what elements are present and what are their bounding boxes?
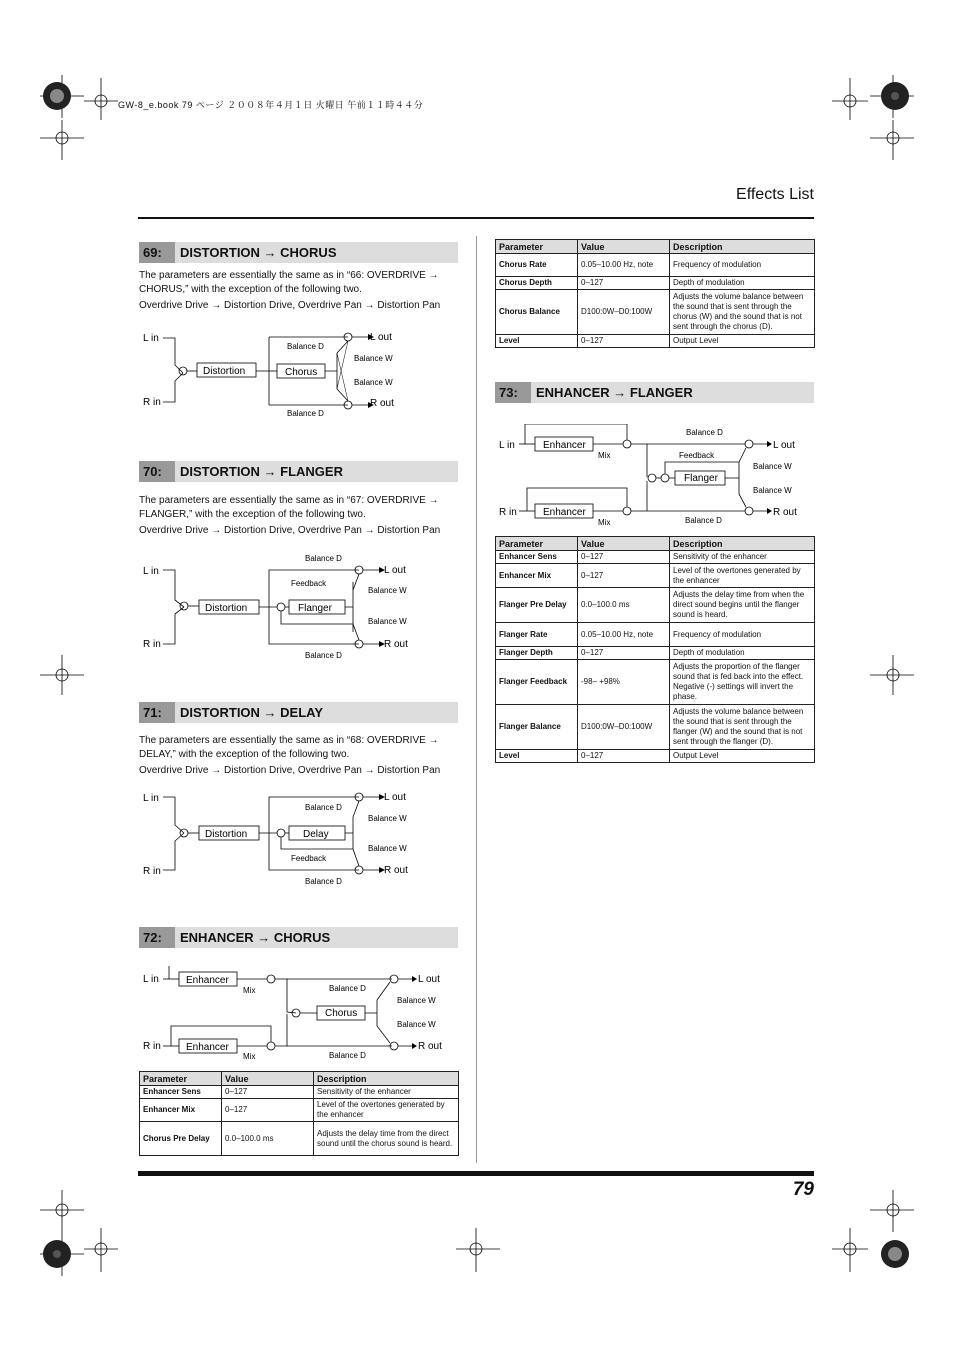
print-meta: GW-8_e.book 79 ページ ２００８年４月１日 火曜日 午前１１時４４分 <box>118 100 424 110</box>
param-value: 0–127 <box>222 1086 314 1099</box>
diagram-label: Balance W <box>354 354 393 363</box>
diagram-distortion-delay <box>139 787 459 892</box>
column-header: Value <box>222 1072 314 1086</box>
section-body: The parameters are essentially the same as in “67: OVERDRIVE → FLANGER,” with the exception of the following two. <box>139 495 439 520</box>
param-value: 0.05–10.00 Hz, note <box>578 254 670 277</box>
diagram-label: Balance D <box>686 428 723 437</box>
param-description: Frequency of modulation <box>670 623 815 647</box>
section-note: Overdrive Drive → Distortion Drive, Overdrive Pan → Distortion Pan <box>139 300 441 311</box>
param-name: Flanger Depth <box>496 647 578 660</box>
param-name: Level <box>496 335 578 348</box>
diagram-label: R out <box>370 398 394 409</box>
param-description: Adjusts the delay time from the direct sound until the chorus sound is heard. <box>314 1122 459 1156</box>
param-name: Flanger Balance <box>496 705 578 750</box>
diagram-label: Balance D <box>329 1051 366 1060</box>
section-note: Overdrive Drive → Distortion Drive, Overdrive Pan → Distortion Pan <box>139 525 441 536</box>
section-number: 72: <box>139 927 175 948</box>
table-row <box>496 564 815 588</box>
param-name: Enhancer Sens <box>496 551 578 564</box>
diagram-label: L in <box>499 440 515 451</box>
diagram-label: Balance W <box>397 1020 436 1029</box>
diagram-label: Delay <box>303 829 329 840</box>
section-number: 71: <box>139 702 175 723</box>
diagram-label: Balance D <box>305 554 342 563</box>
diagram-label: R out <box>384 865 408 876</box>
diagram-label: Balance D <box>305 651 342 660</box>
diagram-label: Balance D <box>305 877 342 886</box>
diagram-label: L out <box>384 565 406 576</box>
diagram-label: Distortion <box>205 603 248 614</box>
param-value: 0–127 <box>578 551 670 564</box>
param-description: Depth of modulation <box>670 647 815 660</box>
parameter-table-72 <box>139 1071 459 1156</box>
column-header: Description <box>670 240 815 254</box>
table-row <box>496 290 815 335</box>
diagram-label: L out <box>384 792 406 803</box>
diagram-label: R in <box>499 507 517 518</box>
table-row <box>496 254 815 277</box>
param-value: 0–127 <box>578 277 670 290</box>
param-value: 0.0–100.0 ms <box>578 588 670 623</box>
diagram-label: Balance W <box>753 486 792 495</box>
diagram-label: Feedback <box>291 579 327 588</box>
table-row <box>496 647 815 660</box>
section-number: 69: <box>139 242 175 263</box>
param-description: Output Level <box>670 750 815 763</box>
param-name: Level <box>496 750 578 763</box>
diagram-label: R in <box>143 1041 161 1052</box>
table-row <box>496 588 815 623</box>
diagram-label: R in <box>143 866 161 877</box>
param-value: 0–127 <box>222 1099 314 1122</box>
diagram-label: L in <box>143 333 159 344</box>
param-description: Level of the overtones generated by the enhancer <box>314 1099 459 1122</box>
diagram-label: Balance W <box>368 586 407 595</box>
page-title: Effects List <box>736 186 814 203</box>
param-description: Adjusts the volume balance between the sound that is sent through the chorus (W) and the sound that is not sent through the chorus (D). <box>670 290 815 335</box>
diagram-label: R out <box>384 639 408 650</box>
section-heading-73 <box>495 382 814 403</box>
diagram-label: Feedback <box>679 451 715 460</box>
param-name: Enhancer Sens <box>140 1086 222 1099</box>
param-name: Flanger Feedback <box>496 660 578 705</box>
param-value: 0.0–100.0 ms <box>222 1122 314 1156</box>
param-description: Sensitivity of the enhancer <box>670 551 815 564</box>
param-value: 0.05–10.00 Hz, note <box>578 623 670 647</box>
diagram-label: Chorus <box>285 367 318 378</box>
diagram-label: Balance W <box>753 462 792 471</box>
diagram-label: Balance W <box>368 844 407 853</box>
section-number: 73: <box>495 382 531 403</box>
param-name: Chorus Pre Delay <box>140 1122 222 1156</box>
table-row <box>140 1122 459 1156</box>
section-note: Overdrive Drive → Distortion Drive, Overdrive Pan → Distortion Pan <box>139 765 441 776</box>
diagram-label: Enhancer <box>186 975 229 986</box>
table-row <box>496 623 815 647</box>
footer-rule <box>138 1171 814 1176</box>
param-value: D100:0W–D0:100W <box>578 705 670 750</box>
diagram-enhancer-chorus <box>139 966 459 1066</box>
param-name: Chorus Balance <box>496 290 578 335</box>
diagram-label: Balance D <box>329 984 366 993</box>
table-row <box>496 277 815 290</box>
diagram-label: Mix <box>243 986 256 995</box>
column-header: Value <box>578 240 670 254</box>
param-description: Frequency of modulation <box>670 254 815 277</box>
section-title: DISTORTION → CHORUS <box>180 245 337 260</box>
diagram-label: Balance W <box>368 617 407 626</box>
diagram-label: Flanger <box>684 473 718 484</box>
table-row <box>496 750 815 763</box>
diagram-label: Feedback <box>291 854 327 863</box>
section-heading-69 <box>139 242 458 263</box>
table-row <box>140 1086 459 1099</box>
table-row <box>496 660 815 705</box>
param-value: 0–127 <box>578 647 670 660</box>
param-description: Adjusts the delay time from when the direct sound begins until the flanger sound is heard. <box>670 588 815 623</box>
param-description: Adjusts the proportion of the flanger sound that is fed back into the effect. Negative (-) settings will invert the phase. <box>670 660 815 705</box>
param-description: Output Level <box>670 335 815 348</box>
section-heading-70 <box>139 461 458 482</box>
diagram-label: Enhancer <box>543 507 586 518</box>
diagram-label: Mix <box>598 451 611 460</box>
param-value: 0–127 <box>578 564 670 588</box>
diagram-label: L in <box>143 974 159 985</box>
param-value: D100:0W–D0:100W <box>578 290 670 335</box>
diagram-label: Enhancer <box>543 440 586 451</box>
section-title: ENHANCER → FLANGER <box>536 385 693 400</box>
section-number: 70: <box>139 461 175 482</box>
section-heading-71 <box>139 702 458 723</box>
table-row <box>496 335 815 348</box>
param-description: Depth of modulation <box>670 277 815 290</box>
param-description: Sensitivity of the enhancer <box>314 1086 459 1099</box>
diagram-distortion-chorus <box>139 325 459 425</box>
param-name: Flanger Pre Delay <box>496 588 578 623</box>
section-heading-72 <box>139 927 458 948</box>
diagram-label: Balance D <box>287 342 324 351</box>
column-header: Description <box>670 537 815 551</box>
param-value: 0–127 <box>578 750 670 763</box>
column-header: Description <box>314 1072 459 1086</box>
param-name: Flanger Rate <box>496 623 578 647</box>
diagram-label: Distortion <box>205 829 248 840</box>
section-title: ENHANCER → CHORUS <box>180 930 331 945</box>
param-name: Chorus Depth <box>496 277 578 290</box>
parameter-table-72-continued <box>495 239 815 348</box>
diagram-label: R out <box>773 507 797 518</box>
table-row <box>140 1099 459 1122</box>
diagram-label: L out <box>773 440 795 451</box>
section-body: The parameters are essentially the same as in “68: OVERDRIVE → DELAY,” with the exception of the following two. <box>139 735 439 760</box>
parameter-table-73 <box>495 536 815 763</box>
table-row <box>496 551 815 564</box>
param-name: Enhancer Mix <box>496 564 578 588</box>
column-header: Value <box>578 537 670 551</box>
diagram-label: Balance D <box>287 409 324 418</box>
table-row <box>496 705 815 750</box>
section-body: The parameters are essentially the same as in “66: OVERDRIVE → CHORUS,” with the exception of the following two. <box>139 270 439 295</box>
diagram-label: Enhancer <box>186 1042 229 1053</box>
section-title: DISTORTION → FLANGER <box>180 464 343 479</box>
param-description: Level of the overtones generated by the enhancer <box>670 564 815 588</box>
column-header: Parameter <box>496 537 578 551</box>
page-number: 79 <box>792 1179 814 1200</box>
param-name: Enhancer Mix <box>140 1099 222 1122</box>
diagram-enhancer-flanger <box>495 424 815 529</box>
diagram-label: Mix <box>243 1052 256 1061</box>
param-value: -98– +98% <box>578 660 670 705</box>
column-header: Parameter <box>496 240 578 254</box>
column-header: Parameter <box>140 1072 222 1086</box>
diagram-label: R out <box>418 1041 442 1052</box>
diagram-label: L out <box>370 332 392 343</box>
diagram-label: Mix <box>598 518 611 527</box>
diagram-label: Distortion <box>203 366 246 377</box>
param-description: Adjusts the volume balance between the sound that is sent through the flanger (W) and the sound that is not sent through the flanger (D). <box>670 705 815 750</box>
diagram-label: Flanger <box>298 603 332 614</box>
diagram-label: L in <box>143 566 159 577</box>
diagram-label: Chorus <box>325 1008 358 1019</box>
diagram-label: Balance D <box>685 516 722 525</box>
diagram-label: L out <box>418 974 440 985</box>
section-title: DISTORTION → DELAY <box>180 705 324 720</box>
diagram-distortion-flanger <box>139 550 459 660</box>
param-name: Chorus Rate <box>496 254 578 277</box>
diagram-label: L in <box>143 793 159 804</box>
diagram-label: Balance W <box>368 814 407 823</box>
diagram-label: R in <box>143 397 161 408</box>
param-value: 0–127 <box>578 335 670 348</box>
diagram-label: R in <box>143 639 161 650</box>
diagram-label: Balance W <box>354 378 393 387</box>
diagram-label: Balance D <box>305 803 342 812</box>
diagram-label: Balance W <box>397 996 436 1005</box>
